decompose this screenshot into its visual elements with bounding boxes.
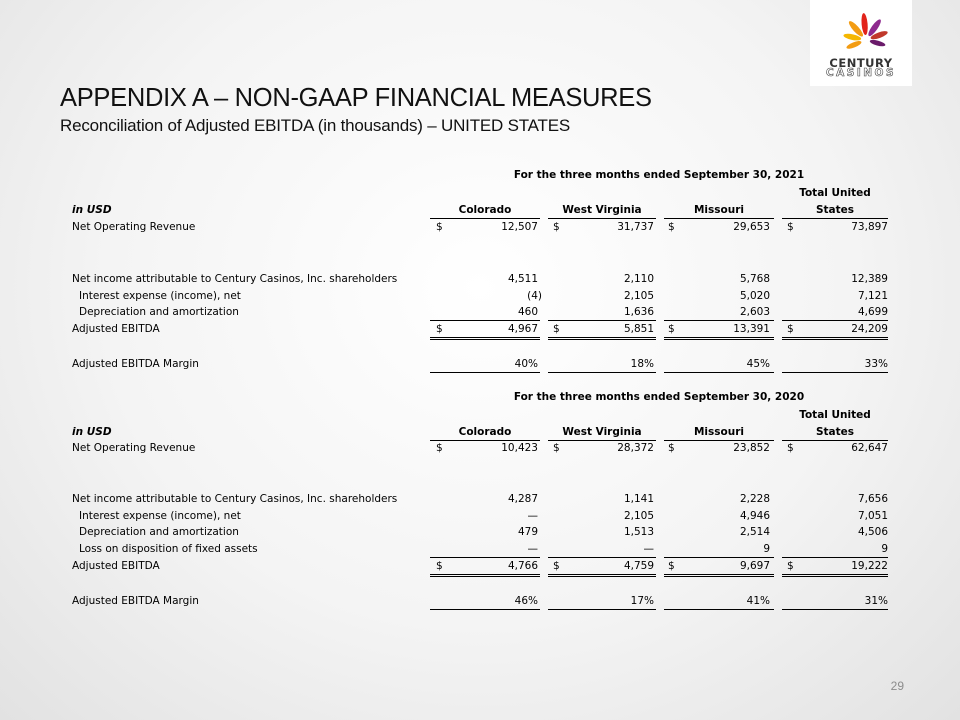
logo-text-century: CENTURY — [829, 56, 893, 70]
period-heading: For the three months ended September 30, 2021 — [513, 169, 805, 181]
table-cell: 31% — [864, 595, 888, 607]
century-casinos-logo — [810, 0, 912, 86]
currency-symbol: $ — [553, 221, 560, 233]
table-cell: 4,506 — [857, 526, 888, 538]
column-header-colorado: Colorado — [458, 204, 512, 216]
table-cell: 29,653 — [733, 221, 770, 233]
table-cell: 2,105 — [623, 290, 654, 302]
table-cell: 41% — [746, 595, 770, 607]
table-cell: 4,511 — [507, 273, 538, 285]
table-cell: 4,946 — [739, 510, 770, 522]
table-cell: 18% — [630, 358, 654, 370]
column-header-west-virginia: West Virginia — [562, 426, 642, 438]
table-cell: 2,514 — [739, 526, 770, 538]
table-cell: 1,636 — [623, 306, 654, 318]
row-label: Interest expense (income), net — [79, 510, 241, 522]
table-cell: 24,209 — [851, 323, 888, 335]
page-title: APPENDIX A – NON-GAAP FINANCIAL MEASURES — [60, 84, 652, 112]
table-cell: 4,766 — [507, 560, 538, 572]
table-cell: 7,656 — [857, 493, 888, 505]
table-cell: 5,768 — [739, 273, 770, 285]
column-header-total-line1: Total United — [799, 409, 871, 421]
column-header-colorado: Colorado — [458, 426, 512, 438]
table-cell: 5,851 — [623, 323, 654, 335]
table-cell: 1,513 — [623, 526, 654, 538]
table-cell: 9 — [763, 543, 770, 555]
table-cell: 2,110 — [623, 273, 654, 285]
table-cell: 46% — [514, 595, 538, 607]
period-heading: For the three months ended September 30, 2020 — [513, 391, 805, 403]
currency-symbol: $ — [787, 323, 794, 335]
currency-symbol: $ — [668, 323, 675, 335]
currency-symbol: $ — [553, 323, 560, 335]
currency-symbol: $ — [436, 560, 443, 572]
table-cell: 73,897 — [851, 221, 888, 233]
row-label: Depreciation and amortization — [79, 526, 239, 538]
table-cell: 4,967 — [507, 323, 538, 335]
row-label-adjusted-ebitda: Adjusted EBITDA — [72, 323, 160, 335]
unit-label: in USD — [72, 204, 112, 216]
row-label-net-operating-revenue: Net Operating Revenue — [72, 442, 196, 454]
currency-symbol: $ — [787, 221, 794, 233]
row-label: Net income attributable to Century Casinos, Inc. shareholders — [72, 273, 398, 285]
currency-symbol: $ — [436, 221, 443, 233]
table-cell: 479 — [517, 526, 538, 538]
row-label: Interest expense (income), net — [79, 290, 241, 302]
table-cell: (4) — [527, 290, 542, 302]
currency-symbol: $ — [436, 323, 443, 335]
table-cell: 7,051 — [857, 510, 888, 522]
table-cell: — — [527, 510, 538, 522]
table-cell: 40% — [514, 358, 538, 370]
table-cell: — — [527, 543, 538, 555]
currency-symbol: $ — [553, 560, 560, 572]
table-cell: 23,852 — [733, 442, 770, 454]
table-cell: 28,372 — [617, 442, 654, 454]
table-cell: 1,141 — [623, 493, 654, 505]
currency-symbol: $ — [553, 442, 560, 454]
row-label: Loss on disposition of fixed assets — [79, 543, 258, 555]
column-header-missouri: Missouri — [693, 204, 744, 216]
table-cell: 460 — [517, 306, 538, 318]
starburst-logo-icon — [810, 0, 912, 60]
column-header-total-line2: States — [815, 204, 855, 216]
currency-symbol: $ — [668, 560, 675, 572]
currency-symbol: $ — [787, 442, 794, 454]
table-cell: — — [643, 543, 654, 555]
column-header-total-line1: Total United — [799, 187, 871, 199]
table-cell: 31,737 — [617, 221, 654, 233]
table-cell: 62,647 — [851, 442, 888, 454]
currency-symbol: $ — [787, 560, 794, 572]
currency-symbol: $ — [668, 442, 675, 454]
table-cell: 2,228 — [739, 493, 770, 505]
table-cell: 17% — [630, 595, 654, 607]
currency-symbol: $ — [436, 442, 443, 454]
page-subtitle: Reconciliation of Adjusted EBITDA (in thousands) – UNITED STATES — [60, 116, 571, 135]
table-cell: 45% — [746, 358, 770, 370]
table-cell: 4,699 — [857, 306, 888, 318]
logo-text-casinos: CASINOS — [825, 67, 897, 79]
table-cell: 2,603 — [739, 306, 770, 318]
page-number: 29 — [890, 679, 904, 693]
unit-label: in USD — [72, 426, 112, 438]
row-label-adjusted-ebitda-margin: Adjusted EBITDA Margin — [72, 358, 199, 370]
table-cell: 19,222 — [851, 560, 888, 572]
table-cell: 2,105 — [623, 510, 654, 522]
column-header-missouri: Missouri — [693, 426, 744, 438]
table-cell: 4,759 — [623, 560, 654, 572]
column-header-total-line2: States — [815, 426, 855, 438]
currency-symbol: $ — [668, 221, 675, 233]
table-cell: 9,697 — [739, 560, 770, 572]
row-label-net-operating-revenue: Net Operating Revenue — [72, 221, 196, 233]
row-label-adjusted-ebitda-margin: Adjusted EBITDA Margin — [72, 595, 199, 607]
row-label-adjusted-ebitda: Adjusted EBITDA — [72, 560, 160, 572]
table-cell: 7,121 — [857, 290, 888, 302]
table-cell: 5,020 — [739, 290, 770, 302]
table-cell: 12,389 — [851, 273, 888, 285]
table-cell: 4,287 — [507, 493, 538, 505]
table-cell: 9 — [881, 543, 888, 555]
table-cell: 13,391 — [733, 323, 770, 335]
column-header-west-virginia: West Virginia — [562, 204, 642, 216]
table-cell: 33% — [864, 358, 888, 370]
table-cell: 12,507 — [501, 221, 538, 233]
table-cell: 10,423 — [501, 442, 538, 454]
row-label: Depreciation and amortization — [79, 306, 239, 318]
row-label: Net income attributable to Century Casinos, Inc. shareholders — [72, 493, 398, 505]
